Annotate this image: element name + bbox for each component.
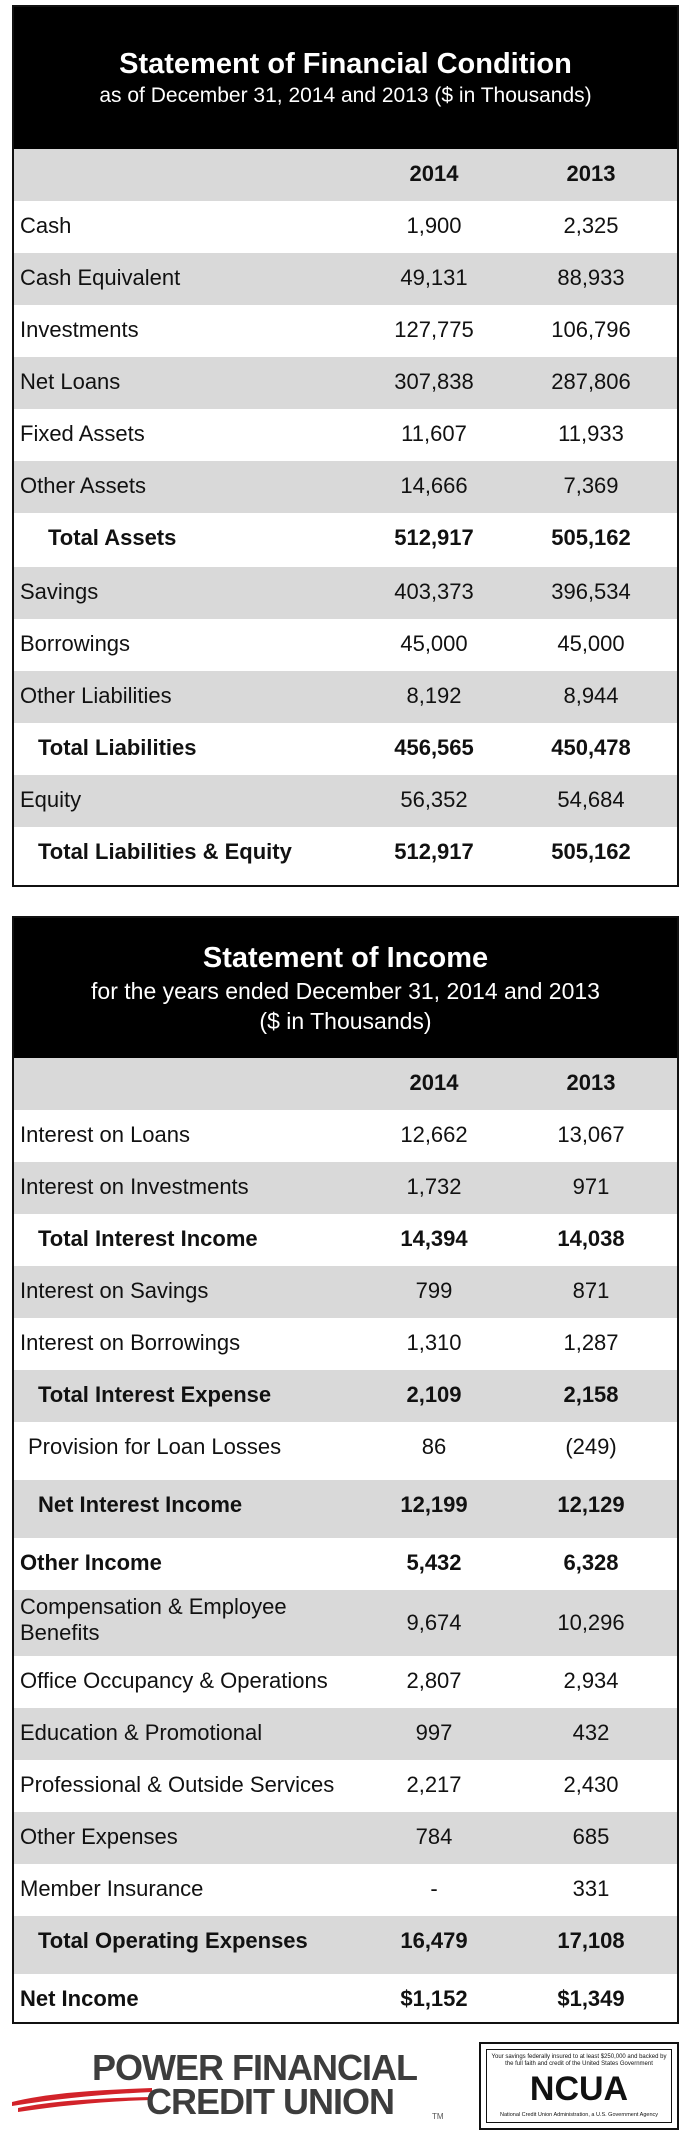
value-2013: 45,000	[557, 631, 625, 656]
value-2013: 17,108	[557, 1928, 625, 1953]
row-label: Member Insurance	[20, 1876, 204, 1901]
value-2013: 505,162	[551, 525, 631, 550]
income-row	[14, 1656, 677, 1708]
value-2013: 14,038	[557, 1226, 625, 1251]
financial-condition-row	[14, 461, 677, 513]
value-2013: 871	[572, 1278, 610, 1303]
row-label: Net Income	[20, 1986, 139, 2011]
logo-line2: CREDIT UNION	[146, 2081, 394, 2122]
row-label: Interest on Investments	[20, 1174, 249, 1199]
row-label: Total Assets	[48, 525, 177, 550]
value-2014: 5,432	[406, 1550, 462, 1575]
income-statement-column-header	[14, 1058, 677, 1110]
financial-condition-statement	[12, 5, 679, 887]
value-2013: 13,067	[557, 1122, 625, 1147]
value-2014: 403,373	[394, 579, 474, 604]
value-2013: 505,162	[551, 839, 631, 864]
ncua-badge-inner	[486, 2049, 672, 2123]
value-2014: 799	[415, 1278, 453, 1303]
financial-condition-row	[14, 201, 677, 253]
value-2014: 45,000	[400, 631, 468, 656]
row-label: Other Expenses	[20, 1824, 178, 1849]
financial-condition-row	[14, 723, 677, 775]
column-2013: 2013	[566, 1070, 616, 1095]
financial-condition-row	[14, 567, 677, 619]
financial-condition-row	[14, 513, 677, 567]
row-label: Other Income	[20, 1550, 162, 1575]
column-2014: 2014	[409, 1070, 459, 1095]
value-2014: 86	[421, 1434, 447, 1459]
value-2014: 12,662	[400, 1122, 468, 1147]
financial-condition-header	[14, 7, 677, 149]
value-2014: 127,775	[394, 317, 474, 342]
ncua-agency-text: National Credit Union Administration, a U.S. Government Agency	[499, 2112, 659, 2118]
row-label: Total Liabilities & Equity	[38, 839, 292, 864]
row-label: Professional & Outside Services	[20, 1772, 335, 1797]
value-2013: (249)	[565, 1434, 617, 1459]
value-2014: 2,217	[406, 1772, 462, 1797]
row-label: Other Assets	[20, 473, 146, 498]
financial-condition-title: Statement of Financial Condition	[119, 48, 572, 80]
value-2013: 396,534	[551, 579, 631, 604]
income-row	[14, 1318, 677, 1370]
financial-condition-row	[14, 253, 677, 305]
ncua-badge	[479, 2042, 679, 2130]
value-2014: 11,607	[401, 421, 467, 446]
value-2014: 16,479	[400, 1928, 468, 1953]
income-row	[14, 1864, 677, 1916]
value-2014: 2,807	[406, 1668, 462, 1693]
row-label: Savings	[20, 579, 99, 604]
value-2013: 2,430	[563, 1772, 619, 1797]
row-label: Investments	[20, 317, 139, 342]
value-2013: 7,369	[563, 473, 619, 498]
value-2013: 432	[572, 1720, 610, 1745]
value-2014: 14,666	[400, 473, 468, 498]
value-2014: 784	[415, 1824, 453, 1849]
value-2013: 10,296	[557, 1610, 625, 1635]
value-2014: $1,152	[400, 1986, 468, 2011]
income-row	[14, 1370, 677, 1422]
value-2013: 450,478	[551, 735, 631, 760]
row-label: Compensation & Employee Benefits	[20, 1594, 287, 1645]
income-row	[14, 1538, 677, 1590]
income-row	[14, 1110, 677, 1162]
income-statement-subtitle-line2: ($ in Thousands)	[259, 1008, 432, 1034]
income-row	[14, 1760, 677, 1812]
column-2014: 2014	[409, 161, 459, 186]
row-label: Interest on Borrowings	[20, 1330, 241, 1355]
ncua-insured-text: Your savings federally insured to at least $250,000 and backed by the full faith and credit of the United States Government	[491, 2054, 667, 2067]
income-row	[14, 1812, 677, 1864]
financial-condition-row	[14, 619, 677, 671]
income-row	[14, 1422, 677, 1480]
row-label: Total Interest Income	[38, 1226, 258, 1251]
ncua-logo-text: NCUA	[529, 2070, 629, 2108]
income-statement-title: Statement of Income	[202, 942, 489, 974]
row-label: Equity	[20, 787, 82, 812]
value-2013: 971	[572, 1174, 610, 1199]
row-label: Interest on Savings	[20, 1278, 209, 1303]
row-label: Other Liabilities	[20, 683, 172, 708]
row-label: Provision for Loan Losses	[28, 1434, 282, 1459]
income-row	[14, 1916, 677, 1974]
value-2014: 997	[415, 1720, 453, 1745]
value-2013: 54,684	[557, 787, 625, 812]
financial-condition-row	[14, 357, 677, 409]
value-2014: 56,352	[400, 787, 468, 812]
row-label: Cash	[20, 213, 72, 238]
income-row	[14, 1214, 677, 1266]
value-2014: 14,394	[400, 1226, 468, 1251]
row-label: Office Occupancy & Operations	[20, 1668, 328, 1693]
value-2014: 512,917	[394, 525, 474, 550]
row-label: Cash Equivalent	[20, 265, 181, 290]
value-2013: 8,944	[563, 683, 619, 708]
footer	[0, 2034, 693, 2133]
income-statement-subtitle-line1: for the years ended December 31, 2014 and 2013	[91, 978, 600, 1004]
income-row	[14, 1590, 677, 1656]
row-label: Education & Promotional	[20, 1720, 263, 1745]
financial-condition-column-header	[14, 149, 677, 201]
row-label: Fixed Assets	[20, 421, 145, 446]
row-label: Total Operating Expenses	[38, 1928, 308, 1953]
financial-condition-row	[14, 671, 677, 723]
row-label: Net Loans	[20, 369, 121, 394]
value-2013: 88,933	[557, 265, 625, 290]
income-row	[14, 1480, 677, 1538]
financial-condition-row	[14, 305, 677, 357]
income-statement-header	[14, 918, 677, 1058]
value-2014: 307,838	[394, 369, 474, 394]
value-2013: 685	[572, 1824, 610, 1849]
value-2014: 456,565	[394, 735, 474, 760]
logo-trademark: TM	[432, 2112, 444, 2121]
row-label: Total Interest Expense	[38, 1382, 272, 1407]
financial-condition-row	[14, 775, 677, 827]
income-row	[14, 1162, 677, 1214]
value-2014: 1,310	[406, 1330, 462, 1355]
value-2014: 512,917	[394, 839, 474, 864]
logo-swoosh-icon	[12, 2084, 152, 2118]
value-2014: -	[430, 1876, 438, 1901]
income-row	[14, 1266, 677, 1318]
value-2013: 6,328	[563, 1550, 619, 1575]
value-2013: $1,349	[557, 1986, 625, 2011]
value-2014: 8,192	[406, 683, 462, 708]
value-2014: 1,732	[406, 1174, 462, 1199]
value-2014: 1,900	[406, 213, 462, 238]
financial-condition-row	[14, 827, 677, 879]
value-2013: 11,933	[558, 421, 624, 446]
value-2013: 106,796	[551, 317, 631, 342]
logo-line1: POWER FINANCIAL	[92, 2047, 417, 2088]
value-2013: 1,287	[563, 1330, 619, 1355]
financial-condition-row	[14, 409, 677, 461]
income-row	[14, 1974, 677, 2026]
value-2013: 2,934	[563, 1668, 619, 1693]
value-2014: 9,674	[406, 1610, 462, 1635]
income-row	[14, 1708, 677, 1760]
column-2013: 2013	[566, 161, 616, 186]
power-financial-logo	[8, 2044, 448, 2124]
value-2013: 331	[572, 1876, 610, 1901]
value-2014: 49,131	[400, 265, 468, 290]
row-label: Net Interest Income	[38, 1492, 243, 1517]
row-label: Borrowings	[20, 631, 131, 656]
value-2013: 2,325	[563, 213, 619, 238]
value-2014: 2,109	[406, 1382, 462, 1407]
value-2013: 287,806	[551, 369, 631, 394]
row-label: Total Liabilities	[38, 735, 197, 760]
financial-condition-subtitle: as of December 31, 2014 and 2013 ($ in Thousands)	[99, 84, 592, 107]
row-label: Interest on Loans	[20, 1122, 191, 1147]
value-2014: 12,199	[400, 1492, 468, 1517]
value-2013: 2,158	[563, 1382, 619, 1407]
income-statement	[12, 916, 679, 2024]
value-2013: 12,129	[557, 1492, 625, 1517]
